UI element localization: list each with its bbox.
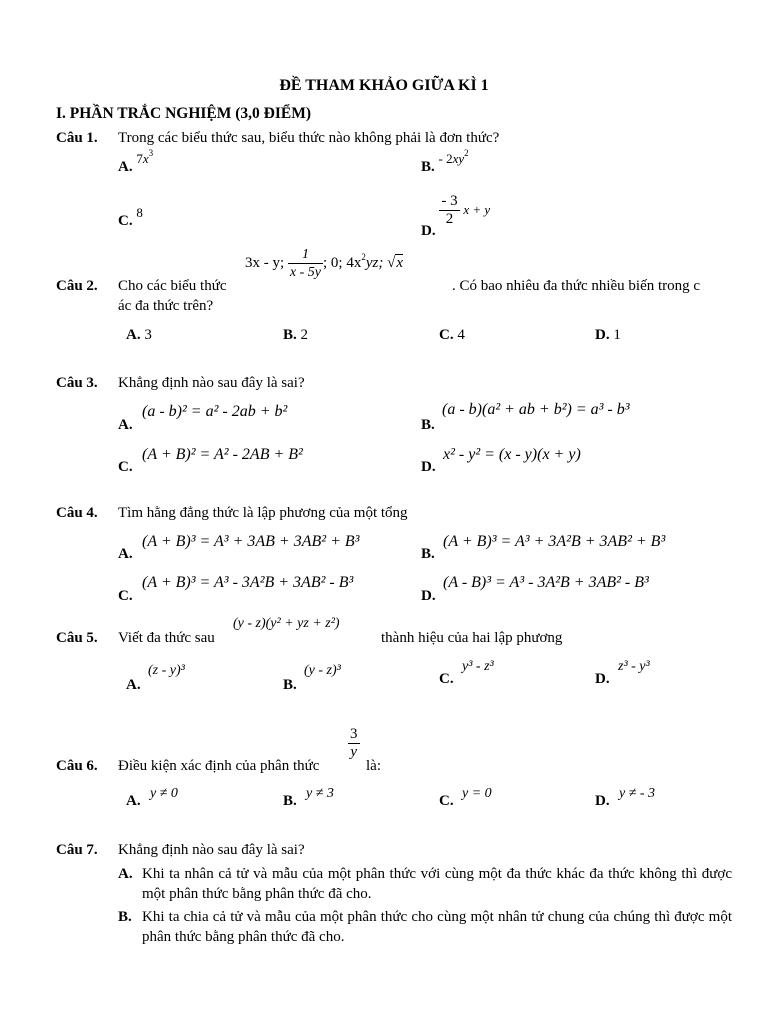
- q1-option-a-expr: $7x^3$: [136, 148, 154, 166]
- question-5-number: Câu 5.: [56, 630, 98, 646]
- q5-option-b-expr: (y - z)³: [304, 663, 341, 678]
- option-label: A.: [118, 417, 133, 433]
- q1-option-b: [421, 148, 469, 175]
- option-label: B.: [283, 677, 297, 693]
- q1-option-b-expr: - $2xy^2$: [438, 148, 469, 166]
- q6-option-c-expr: y = 0: [462, 786, 492, 801]
- q3-option-a-expr: (a - b)² = a² - 2ab + b²: [142, 403, 288, 420]
- q6-fraction: $\frac{3}{y}$: [350, 726, 358, 760]
- q5-option-a-expr: (z - y)³: [148, 663, 185, 678]
- q1-option-a: [118, 148, 154, 175]
- q2-fraction: $\frac{1}{x - 5y}$: [289, 247, 322, 280]
- option-label: D.: [421, 459, 436, 475]
- question-6-text-start: Điều kiện xác định của phân thức: [118, 758, 320, 774]
- question-6-text-end: là:: [366, 758, 381, 774]
- q2-option-b: B. 2: [283, 327, 309, 343]
- q1-option-d: [421, 193, 491, 239]
- question-4-text: Tìm hằng đẳng thức là lập phương của một tổng: [118, 505, 408, 521]
- section-heading: I. PHẦN TRẮC NGHIỆM (3,0 ĐIỂM): [56, 105, 312, 122]
- question-2-number: Câu 2.: [56, 278, 98, 294]
- option-label: A.: [118, 546, 133, 562]
- question-5-text-end: thành hiệu của hai lập phương: [381, 630, 563, 646]
- q5-option-c-expr: y³ - z³: [462, 659, 494, 674]
- question-2-text-start: Cho các biểu thức: [118, 278, 227, 294]
- option-label: D.: [595, 671, 610, 687]
- option-label: A.: [126, 793, 141, 809]
- q3-option-c-expr: (A + B)² = A² - 2AB + B²: [142, 446, 303, 463]
- q7-option-a-text: Khi ta nhân cả tử và mẫu của một phân thức với cùng một đa thức khác đa thức không thì được một phân thức bằng phân thức đã cho.: [142, 866, 732, 902]
- question-5-text-start: Viết đa thức sau: [118, 630, 215, 646]
- option-label: B.: [421, 159, 435, 175]
- q1-option-d-rest: x + y: [463, 201, 491, 217]
- q1-option-c-expr: 8: [136, 205, 143, 220]
- question-7-text: Khẳng định nào sau đây là sai?: [118, 842, 305, 858]
- option-label: A.: [126, 677, 141, 693]
- option-label: D.: [421, 222, 436, 239]
- question-7-number: Câu 7.: [56, 842, 98, 858]
- q6-option-d-expr: y ≠ - 3: [619, 786, 656, 801]
- question-6-number: Câu 6.: [56, 758, 98, 774]
- option-label: B.: [118, 909, 132, 925]
- sqrt-icon: √: [387, 254, 396, 271]
- question-2-text-line2: ác đa thức trên?: [118, 298, 214, 314]
- question-3-number: Câu 3.: [56, 375, 98, 391]
- q5-expression: (y - z)(y² + yz + z²): [233, 616, 340, 631]
- option-label: B.: [421, 546, 435, 562]
- q3-option-d-expr: x² - y² = (x - y)(x + y): [443, 446, 581, 463]
- q2-option-c: C. 4: [439, 327, 465, 343]
- q4-option-c-expr: (A + B)³ = A³ - 3A²B + 3AB² - B³: [142, 574, 354, 591]
- option-label: C.: [439, 793, 454, 809]
- document-title: ĐỀ THAM KHẢO GIỮA KÌ 1: [279, 77, 489, 94]
- q7-option-b-text: Khi ta chia cả tử và mẫu của một phân thức cho cùng một nhân tử chung của chúng thì được một phân thức bằng phân thức đã cho.: [142, 909, 732, 945]
- q3-option-b-expr: (a - b)(a² + ab + b²) = a³ - b³: [442, 401, 630, 418]
- option-label: D.: [595, 793, 610, 809]
- q4-option-a-expr: (A + B)³ = A³ + 3AB + 3AB² + B³: [142, 533, 360, 550]
- question-1-number: Câu 1.: [56, 130, 98, 146]
- option-label: D.: [421, 588, 436, 604]
- q4-option-b-expr: (A + B)³ = A³ + 3A²B + 3AB² + B³: [443, 533, 666, 550]
- question-4-number: Câu 4.: [56, 505, 98, 521]
- q4-option-d-expr: (A - B)³ = A³ - 3A²B + 3AB² - B³: [443, 574, 649, 591]
- option-label: B.: [421, 417, 435, 433]
- option-label: A.: [118, 866, 133, 882]
- option-label: C.: [118, 588, 133, 604]
- q2-option-d: D. 1: [595, 327, 621, 343]
- option-label: C.: [439, 671, 454, 687]
- question-2-text-end: . Có bao nhiêu đa thức nhiều biến trong c: [452, 278, 701, 294]
- option-label: A.: [118, 159, 133, 175]
- q1-option-c: [118, 205, 143, 229]
- option-label: C.: [118, 213, 133, 229]
- option-label: C.: [118, 459, 133, 475]
- q5-option-d-expr: z³ - y³: [618, 659, 650, 674]
- option-label: B.: [283, 793, 297, 809]
- q6-option-a-expr: y ≠ 0: [150, 786, 178, 801]
- question-1-text: Trong các biểu thức sau, biểu thức nào không phải là đơn thức?: [118, 130, 500, 146]
- q2-option-a: A. 3: [126, 327, 152, 343]
- q2-expression-list: 3x - y; $\frac{1}{x - 5y}$ ; 0; $4x^2yz$; √x: [245, 247, 404, 280]
- q1-option-d-fraction: $\frac{- 3}{2}$: [441, 193, 458, 227]
- q6-option-b-expr: y ≠ 3: [306, 786, 334, 801]
- question-3-text: Khẳng định nào sau đây là sai?: [118, 375, 305, 391]
